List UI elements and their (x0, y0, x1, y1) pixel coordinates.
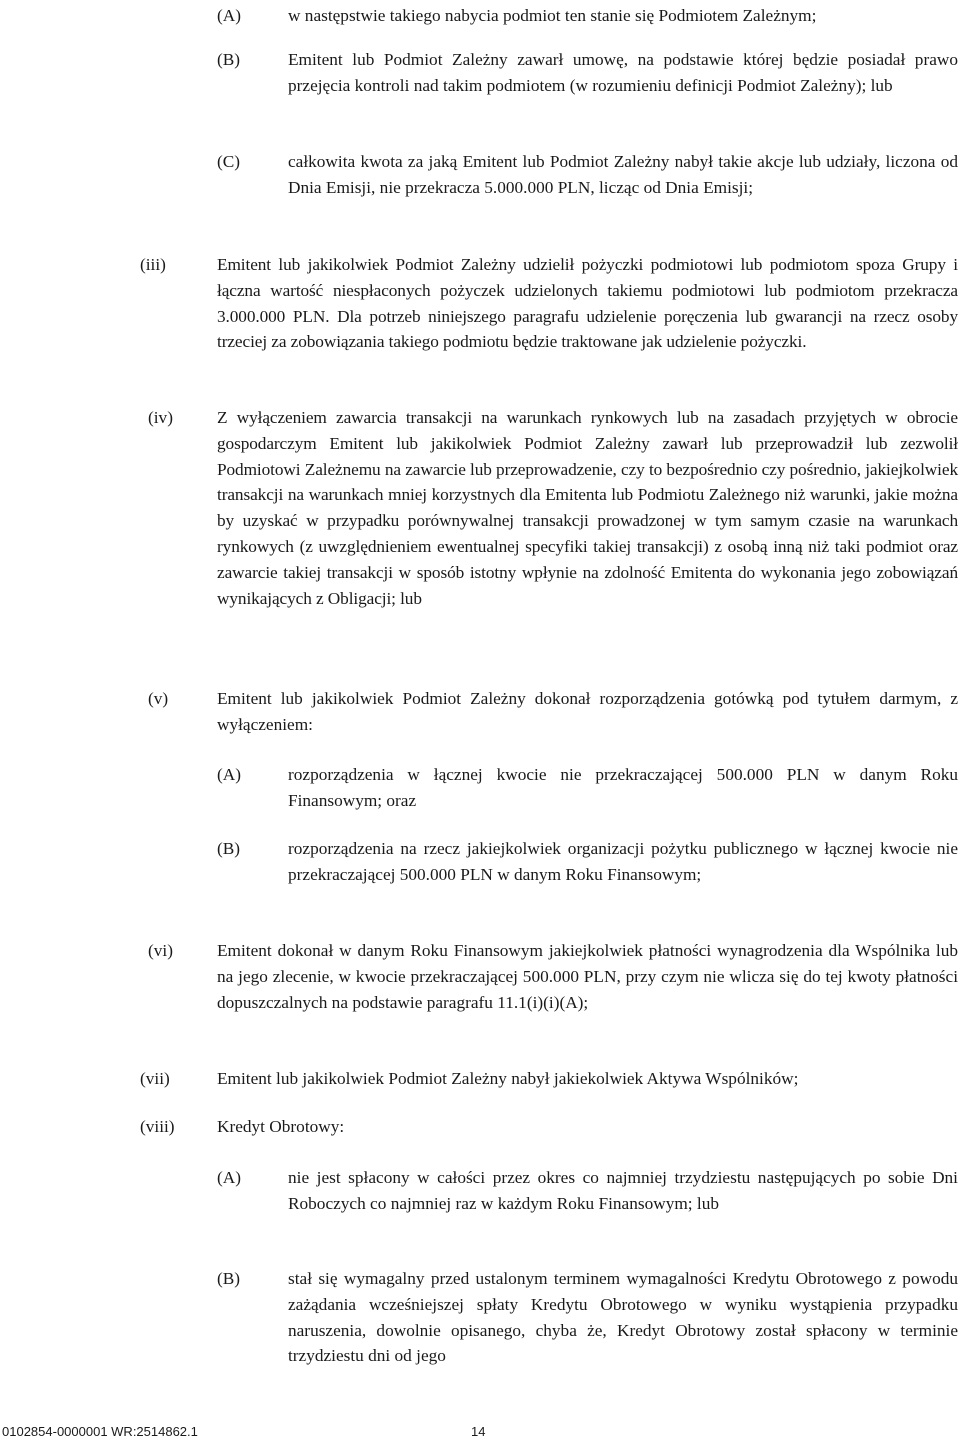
item-text: stał się wymagalny przed ustalonym terminem wymagalności Kredytu Obrotowego z powodu zażądania wcześniejszej spłaty Kredytu Obrotowego w wyniku wystąpienia przypadku naruszenia, dowolnie opisanego, chyba że, Kredyt Obrotowy został spłacony w terminie trzydziestu dni od jego (288, 1269, 958, 1366)
item-label: (viii) (140, 1117, 175, 1136)
footer-document-id: 0102854-0000001 WR:2514862.1 (2, 1424, 198, 1439)
footer-page-number: 14 (471, 1424, 486, 1439)
item-text: Z wyłączeniem zawarcia transakcji na warunkach rynkowych lub na zasadach przyjętych w obrocie gospodarczym Emitent lub jakikolwiek Podmiot Zależny zawarł lub przeprowadził lub zezwolił Podmiotowi Zależnemu na zawarcie lub przeprowadzenie, czy to bezpośrednio czy pośrednio, jakiejkolwiek transakcji na warunkach mniej korzystnych dla Emitenta lub Podmiotu Zależnego niż warunki, jakie można by uzyskać w przypadku porównywalnej transakcji prowadzonej w tym samym czasie na warunkach rynkowych (z uwzględnieniem ewentualnej specyfiki takiej transakcji) z osobą inną niż taki podmiot oraz zawarcie takiej transakcji w sposób istotny wpłynie na zdolność Emitenta do wykonania jego zobowiązań wynikających z Obligacji; lub (217, 408, 958, 608)
item-text: Emitent lub jakikolwiek Podmiot Zależny nabył jakiekolwiek Aktywa Wspólników; (217, 1069, 799, 1088)
item-text: całkowita kwota za jaką Emitent lub Podmiot Zależny nabył takie akcje lub udziały, liczona od Dnia Emisji, nie przekracza 5.000.000 PLN, licząc od Dnia Emisji; (288, 152, 958, 197)
item-label: (A) (217, 1168, 241, 1187)
item-label: (A) (217, 765, 241, 784)
item-text: Emitent dokonał w danym Roku Finansowym jakiejkolwiek płatności wynagrodzenia dla Wspólnika lub na jego zlecenie, w kwocie przekraczającej 500.000 PLN, przy czym nie wlicza się do tej kwoty płatności dopuszczalnych na podstawie paragrafu 11.1(i)(i)(A); (217, 941, 958, 1012)
item-label: (iv) (148, 408, 173, 427)
item-text: rozporządzenia w łącznej kwocie nie przekraczającej 500.000 PLN w danym Roku Finansowym; oraz (288, 765, 958, 810)
item-label: (C) (217, 152, 241, 171)
item-label: (B) (217, 839, 241, 858)
item-text: rozporządzenia na rzecz jakiejkolwiek organizacji pożytku publicznego w łącznej kwocie nie przekraczającej 500.000 PLN w danym Roku Finansowym; (288, 839, 958, 884)
item-label: (B) (217, 1269, 241, 1288)
item-label: (B) (217, 50, 241, 69)
item-text: w następstwie takiego nabycia podmiot ten stanie się Podmiotem Zależnym; (288, 6, 817, 25)
item-label: (vi) (148, 941, 173, 960)
item-text: Emitent lub Podmiot Zależny zawarł umowę, na podstawie której będzie posiadał prawo przejęcia kontroli nad takim podmiotem (w rozumieniu definicji Podmiot Zależny); lub (288, 50, 958, 95)
item-text: nie jest spłacony w całości przez okres co najmniej trzydziestu następujących po sobie Dni Roboczych co najmniej raz w każdym Roku Finansowym; lub (288, 1168, 958, 1213)
item-label: (A) (217, 6, 241, 25)
item-label: (iii) (140, 255, 166, 274)
item-label: (vii) (140, 1069, 170, 1088)
item-label: (v) (148, 689, 169, 708)
item-text: Kredyt Obrotowy: (217, 1117, 345, 1136)
item-text: Emitent lub jakikolwiek Podmiot Zależny dokonał rozporządzenia gotówką pod tytułem darmym, z wyłączeniem: (217, 689, 958, 734)
item-text: Emitent lub jakikolwiek Podmiot Zależny udzielił pożyczki podmiotowi lub podmiotom spoza Grupy i łączna wartość niespłaconych pożyczek udzielonych takiemu podmiotowi lub podmiotom przekracza 3.000.000 PLN. Dla potrzeb niniejszego paragrafu udzielenie poręczenia lub gwarancji na rzecz osoby trzeciej za zobowiązania takiego podmiotu będzie traktowane jak udzielenie pożyczki. (217, 255, 958, 352)
